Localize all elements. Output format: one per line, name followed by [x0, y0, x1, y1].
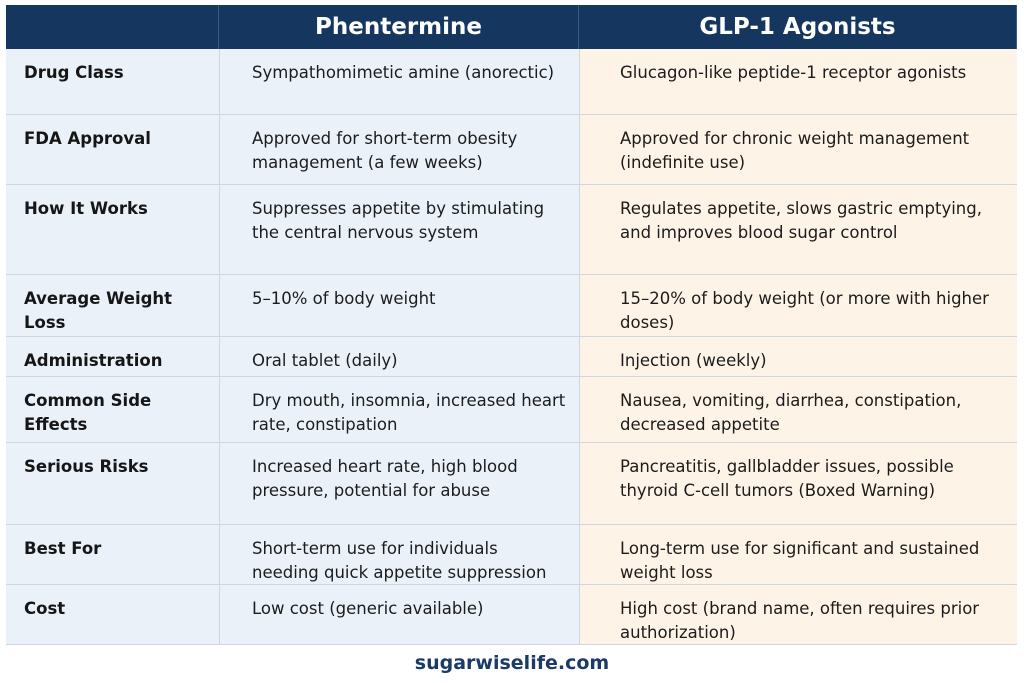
phentermine-cell: Oral tablet (daily) — [219, 337, 579, 377]
row-label: How It Works — [6, 185, 219, 275]
glp1-cell: High cost (brand name, often requires prior authorization) — [579, 585, 1017, 645]
glp1-cell: Injection (weekly) — [579, 337, 1017, 377]
row-label: Administration — [6, 337, 219, 377]
phentermine-cell: 5–10% of body weight — [219, 275, 579, 337]
glp1-cell: 15–20% of body weight (or more with higher doses) — [579, 275, 1017, 337]
glp1-cell: Long-term use for significant and sustained weight loss — [579, 525, 1017, 585]
phentermine-cell: Dry mouth, insomnia, increased heart rate, constipation — [219, 377, 579, 443]
phentermine-cell: Approved for short-term obesity management (a few weeks) — [219, 115, 579, 185]
glp1-cell: Nausea, vomiting, diarrhea, constipation, decreased appetite — [579, 377, 1017, 443]
row-label: Cost — [6, 585, 219, 645]
row-label: FDA Approval — [6, 115, 219, 185]
glp1-cell: Pancreatitis, gallbladder issues, possible thyroid C-cell tumors (Boxed Warning) — [579, 443, 1017, 525]
header-phentermine: Phentermine — [219, 5, 579, 49]
glp1-cell: Approved for chronic weight management (indefinite use) — [579, 115, 1017, 185]
header-glp1-agonists: GLP-1 Agonists — [579, 5, 1017, 49]
row-label: Serious Risks — [6, 443, 219, 525]
phentermine-cell: Suppresses appetite by stimulating the central nervous system — [219, 185, 579, 275]
row-label: Drug Class — [6, 49, 219, 115]
row-label: Best For — [6, 525, 219, 585]
header-blank-cell — [6, 5, 219, 49]
comparison-table — [6, 5, 1017, 645]
glp1-cell: Regulates appetite, slows gastric emptying, and improves blood sugar control — [579, 185, 1017, 275]
phentermine-cell: Low cost (generic available) — [219, 585, 579, 645]
glp1-cell: Glucagon-like peptide-1 receptor agonists — [579, 49, 1017, 115]
phentermine-cell: Increased heart rate, high blood pressure, potential for abuse — [219, 443, 579, 525]
row-label: Average Weight Loss — [6, 275, 219, 337]
phentermine-cell: Short-term use for individuals needing quick appetite suppression — [219, 525, 579, 585]
row-label: Common Side Effects — [6, 377, 219, 443]
site-footer-link[interactable]: sugarwiselife.com — [414, 652, 610, 674]
phentermine-cell: Sympathomimetic amine (anorectic) — [219, 49, 579, 115]
